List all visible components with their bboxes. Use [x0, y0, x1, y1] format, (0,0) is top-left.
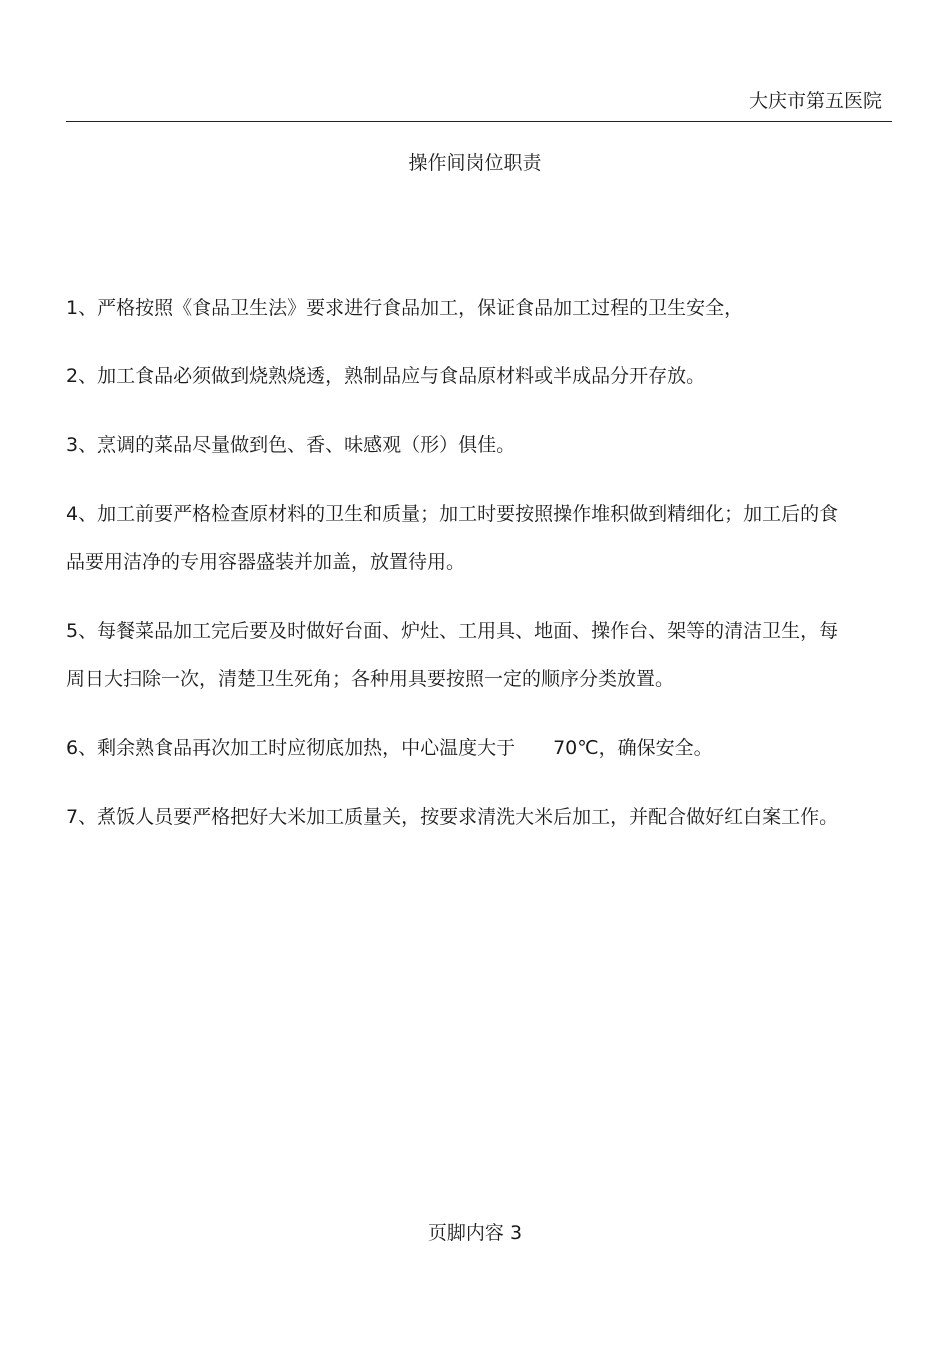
duty-item-5: 5、每餐菜品加工完后要及时做好台面、炉灶、工用具、地面、操作台、架等的清洁卫生，每周日大扫除一次，清楚卫生死角；各种用具要按照一定的顺序分类放置。 — [66, 620, 839, 690]
page-title: 操作间岗位职责 — [408, 152, 542, 174]
duty-item-2: 2、加工食品必须做到烧熟烧透，熟制品应与食品原材料或半成品分开存放。 — [66, 365, 706, 387]
duty-item-6-text: 6、剩余熟食品再次加工时应彻底加热，中心温度大于 — [66, 737, 516, 759]
duty-item-1: 1、严格按照《食品卫生法》要求进行食品加工，保证食品加工过程的卫生安全， — [66, 297, 744, 319]
duty-item-6 — [66, 724, 846, 772]
header-divider — [66, 121, 892, 122]
duty-item-6-temperature: 70℃，确保安全。 — [553, 737, 713, 759]
duty-list — [66, 284, 846, 862]
duty-item-7: 7、煮饭人员要严格把好大米加工质量关，按要求清洗大米后加工，并配合做好红白案工作。 — [66, 806, 839, 828]
header-org-name: 大庆市第五医院 — [748, 90, 882, 112]
duty-item-4: 4、加工前要严格检查原材料的卫生和质量；加工时要按照操作堆积做到精细化；加工后的食品要用洁净的专用容器盛装并加盖，放置待用。 — [66, 503, 839, 573]
page-footer: 页脚内容 3 — [427, 1222, 523, 1244]
duty-item-3: 3、烹调的菜品尽量做到色、香、味感观（形）俱佳。 — [66, 434, 516, 456]
